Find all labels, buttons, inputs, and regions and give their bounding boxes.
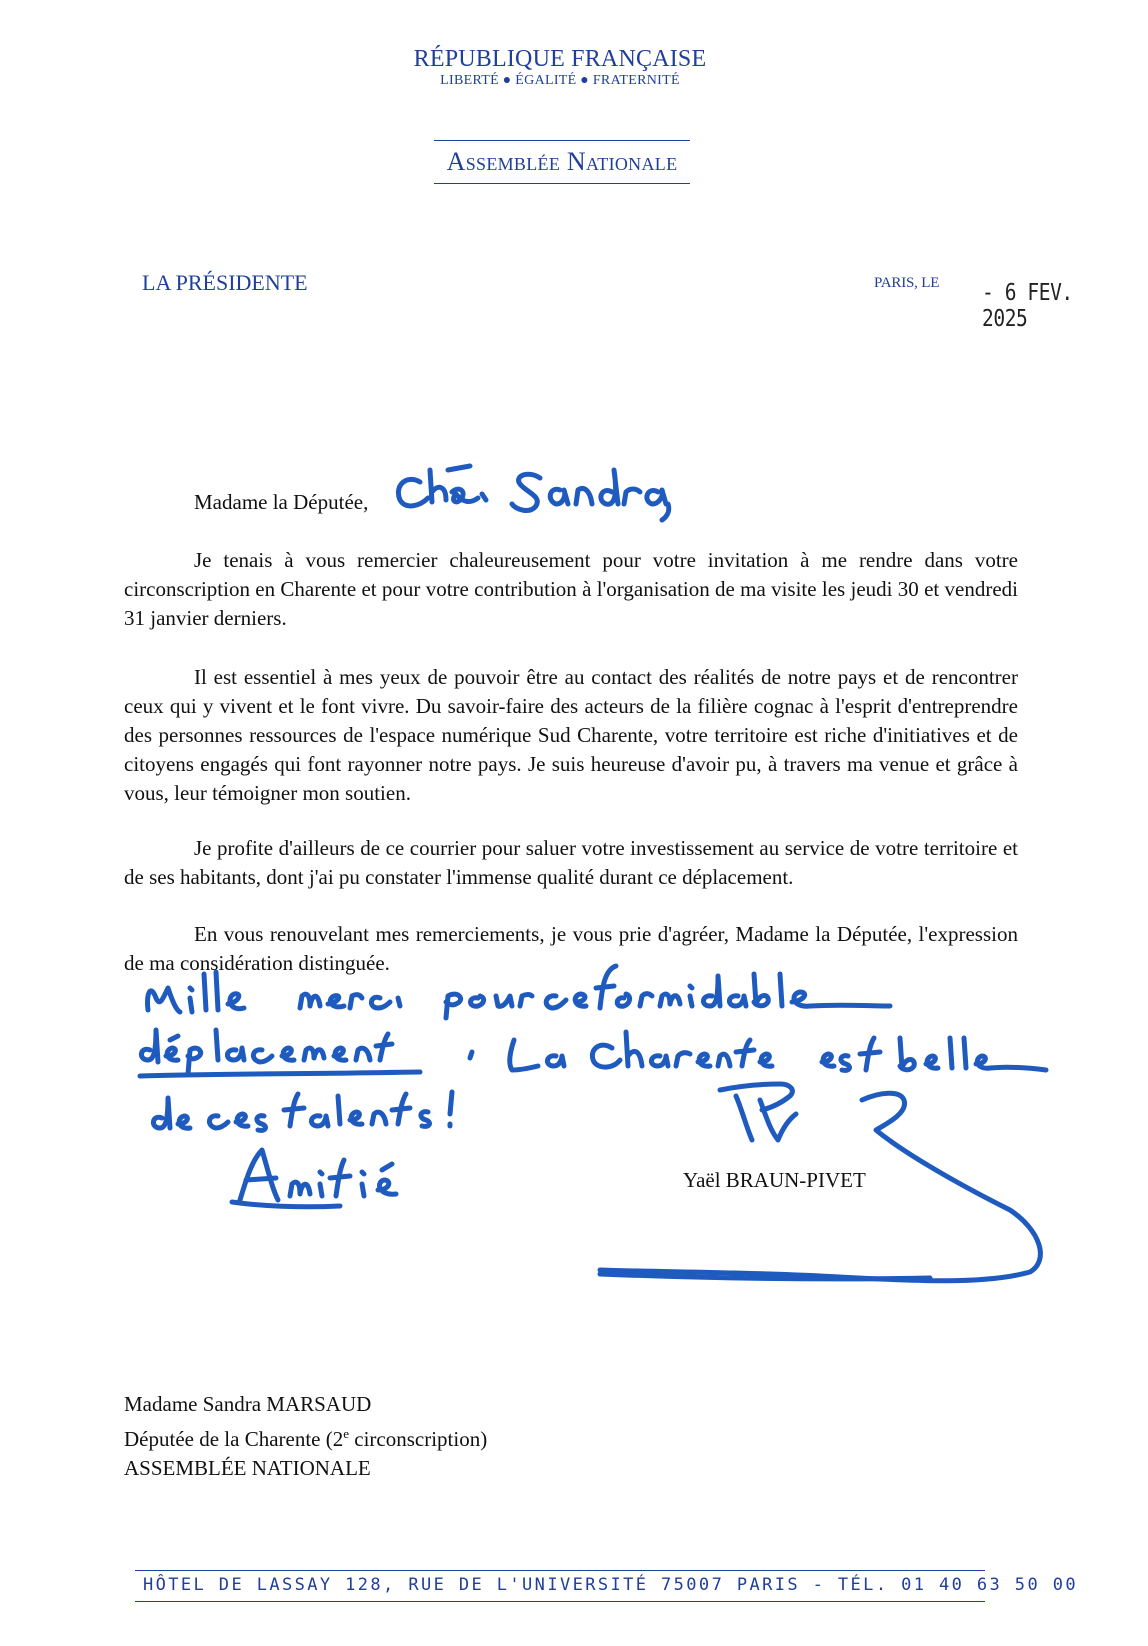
recipient-role: Députée de la Charente (2e circonscription) bbox=[124, 1426, 488, 1451]
handwritten-greeting bbox=[398, 466, 668, 520]
handwritten-note-line-4 bbox=[232, 1150, 396, 1207]
footer-bar bbox=[135, 1570, 1078, 1602]
place-label: PARIS, LE bbox=[874, 275, 940, 291]
letterhead bbox=[380, 46, 740, 90]
salutation: Madame la Députée, bbox=[194, 490, 369, 514]
date-stamp: - 6 FEV. 2025 bbox=[982, 280, 1073, 332]
institution-banner bbox=[434, 140, 690, 184]
recipient-institution: ASSEMBLÉE NATIONALE bbox=[124, 1456, 371, 1480]
body-paragraph: Je tenais à vous remercier chaleureusement pour votre invitation à me rendre dans votre circonscription en Charente et pour votre contribution à l'organisation de ma visite les jeudi 30 et vendredi 31 janvier derniers. bbox=[124, 548, 1018, 630]
body-paragraph: Je profite d'ailleurs de ce courrier pour saluer votre investissement au service de votre territoire et de ses habitants, dont j'ai pu constater l'immense qualité durant ce déplacement. bbox=[124, 836, 1018, 889]
recipient-block bbox=[124, 1390, 487, 1483]
body-paragraph: En vous renouvelant mes remerciements, je vous prie d'agréer, Madame la Députée, l'expression de ma considération distinguée. bbox=[124, 922, 1018, 975]
sender-title: LA PRÉSIDENTE bbox=[142, 270, 308, 295]
recipient-name: Madame Sandra MARSAUD bbox=[124, 1392, 372, 1416]
footer-address: HÔTEL DE LASSAY 128, RUE DE L'UNIVERSITÉ 75007 PARIS - TÉL. 01 40 63 50 00 bbox=[143, 1575, 1078, 1595]
handwritten-note-line-3 bbox=[153, 1092, 452, 1130]
republic-motto: LIBERTÉ ● ÉGALITÉ ● FRATERNITÉ bbox=[440, 73, 680, 88]
body-paragraph: Il est essentiel à mes yeux de pouvoir être au contact des réalités de notre pays et de rencontrer ceux qui y vivent et le font vivre. Du savoir-faire des acteurs de la filière cognac à l'esprit d'entreprendre des personnes ressources de l'espace numérique Sud Charente, votre territoire est riche d'initiatives et de citoyens engagés qui font rayonner notre pays. Je suis heureuse d'avoir pu, à travers ma venue et grâce à vous, leur témoigner mon soutien. bbox=[124, 665, 1018, 805]
handwritten-note-line-2 bbox=[140, 1030, 1046, 1076]
institution-title: Assemblée Nationale bbox=[446, 147, 678, 176]
signer-name: Yaël BRAUN-PIVET bbox=[683, 1168, 866, 1192]
republic-title: RÉPUBLIQUE FRANÇAISE bbox=[413, 46, 707, 72]
